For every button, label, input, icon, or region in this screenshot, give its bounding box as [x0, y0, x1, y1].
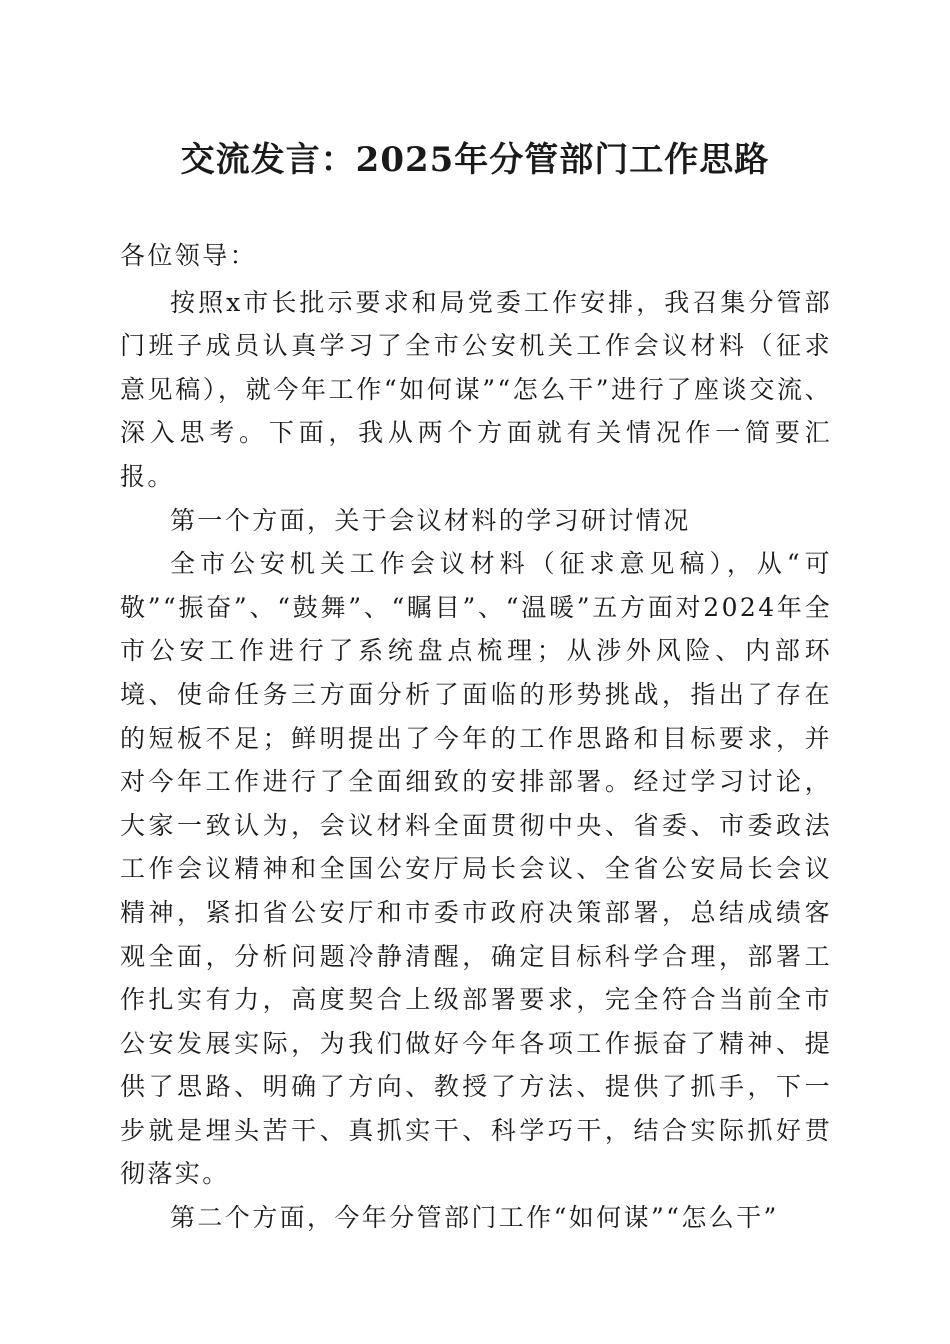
section-1-paragraph: 全市公安机关工作会议材料（征求意见稿），从“可敬”“振奋”、“鼓舞”、“瞩目”、“温暖”五方面对2024年全市公安工作进行了系统盘点梳理；从涉外风险、内部环境、使命任务三方面分析了面临的形势挑战，指出了存在的短板不足；鲜明提出了今年的工作思路和目标要求，并对今年工作进行了全面细致的安排部署。经过学习讨论，大家一致认为，会议材料全面贯彻中央、省委、市委政法工作会议精神和全国公安厅局长会议、全省公安局长会议精神，紧扣省公安厅和市委市政府决策部署，总结成绩客观全面，分析问题冷静清醒，确定目标科学合理，部署工作扎实有力，高度契合上级部署要求，完全符合当前全市公安发展实际，为我们做好今年各项工作振奋了精神、提供了思路、明确了方向、教授了方法、提供了抓手，下一步就是埋头苦干、真抓实干、科学巧干，结合实际抓好贯彻落实。 — [120, 549, 832, 1189]
document-body — [120, 234, 832, 1240]
salutation: 各位领导： — [120, 241, 258, 270]
section-heading-2: 第二个方面，今年分管部门工作“如何谋”“怎么干” — [170, 1203, 779, 1233]
section-heading-1: 第一个方面，关于会议材料的学习研讨情况 — [170, 505, 691, 535]
document-title: 交流发言：2025年分管部门工作思路 — [180, 140, 770, 180]
intro-paragraph: 按照x市长批示要求和局党委工作安排，我召集分管部门班子成员认真学习了全市公安机关工作会议材料（征求意见稿），就今年工作“如何谋”“怎么干”进行了座谈交流、深入思考。下面，我从两个方面就有关情况作一简要汇报。 — [120, 287, 832, 491]
